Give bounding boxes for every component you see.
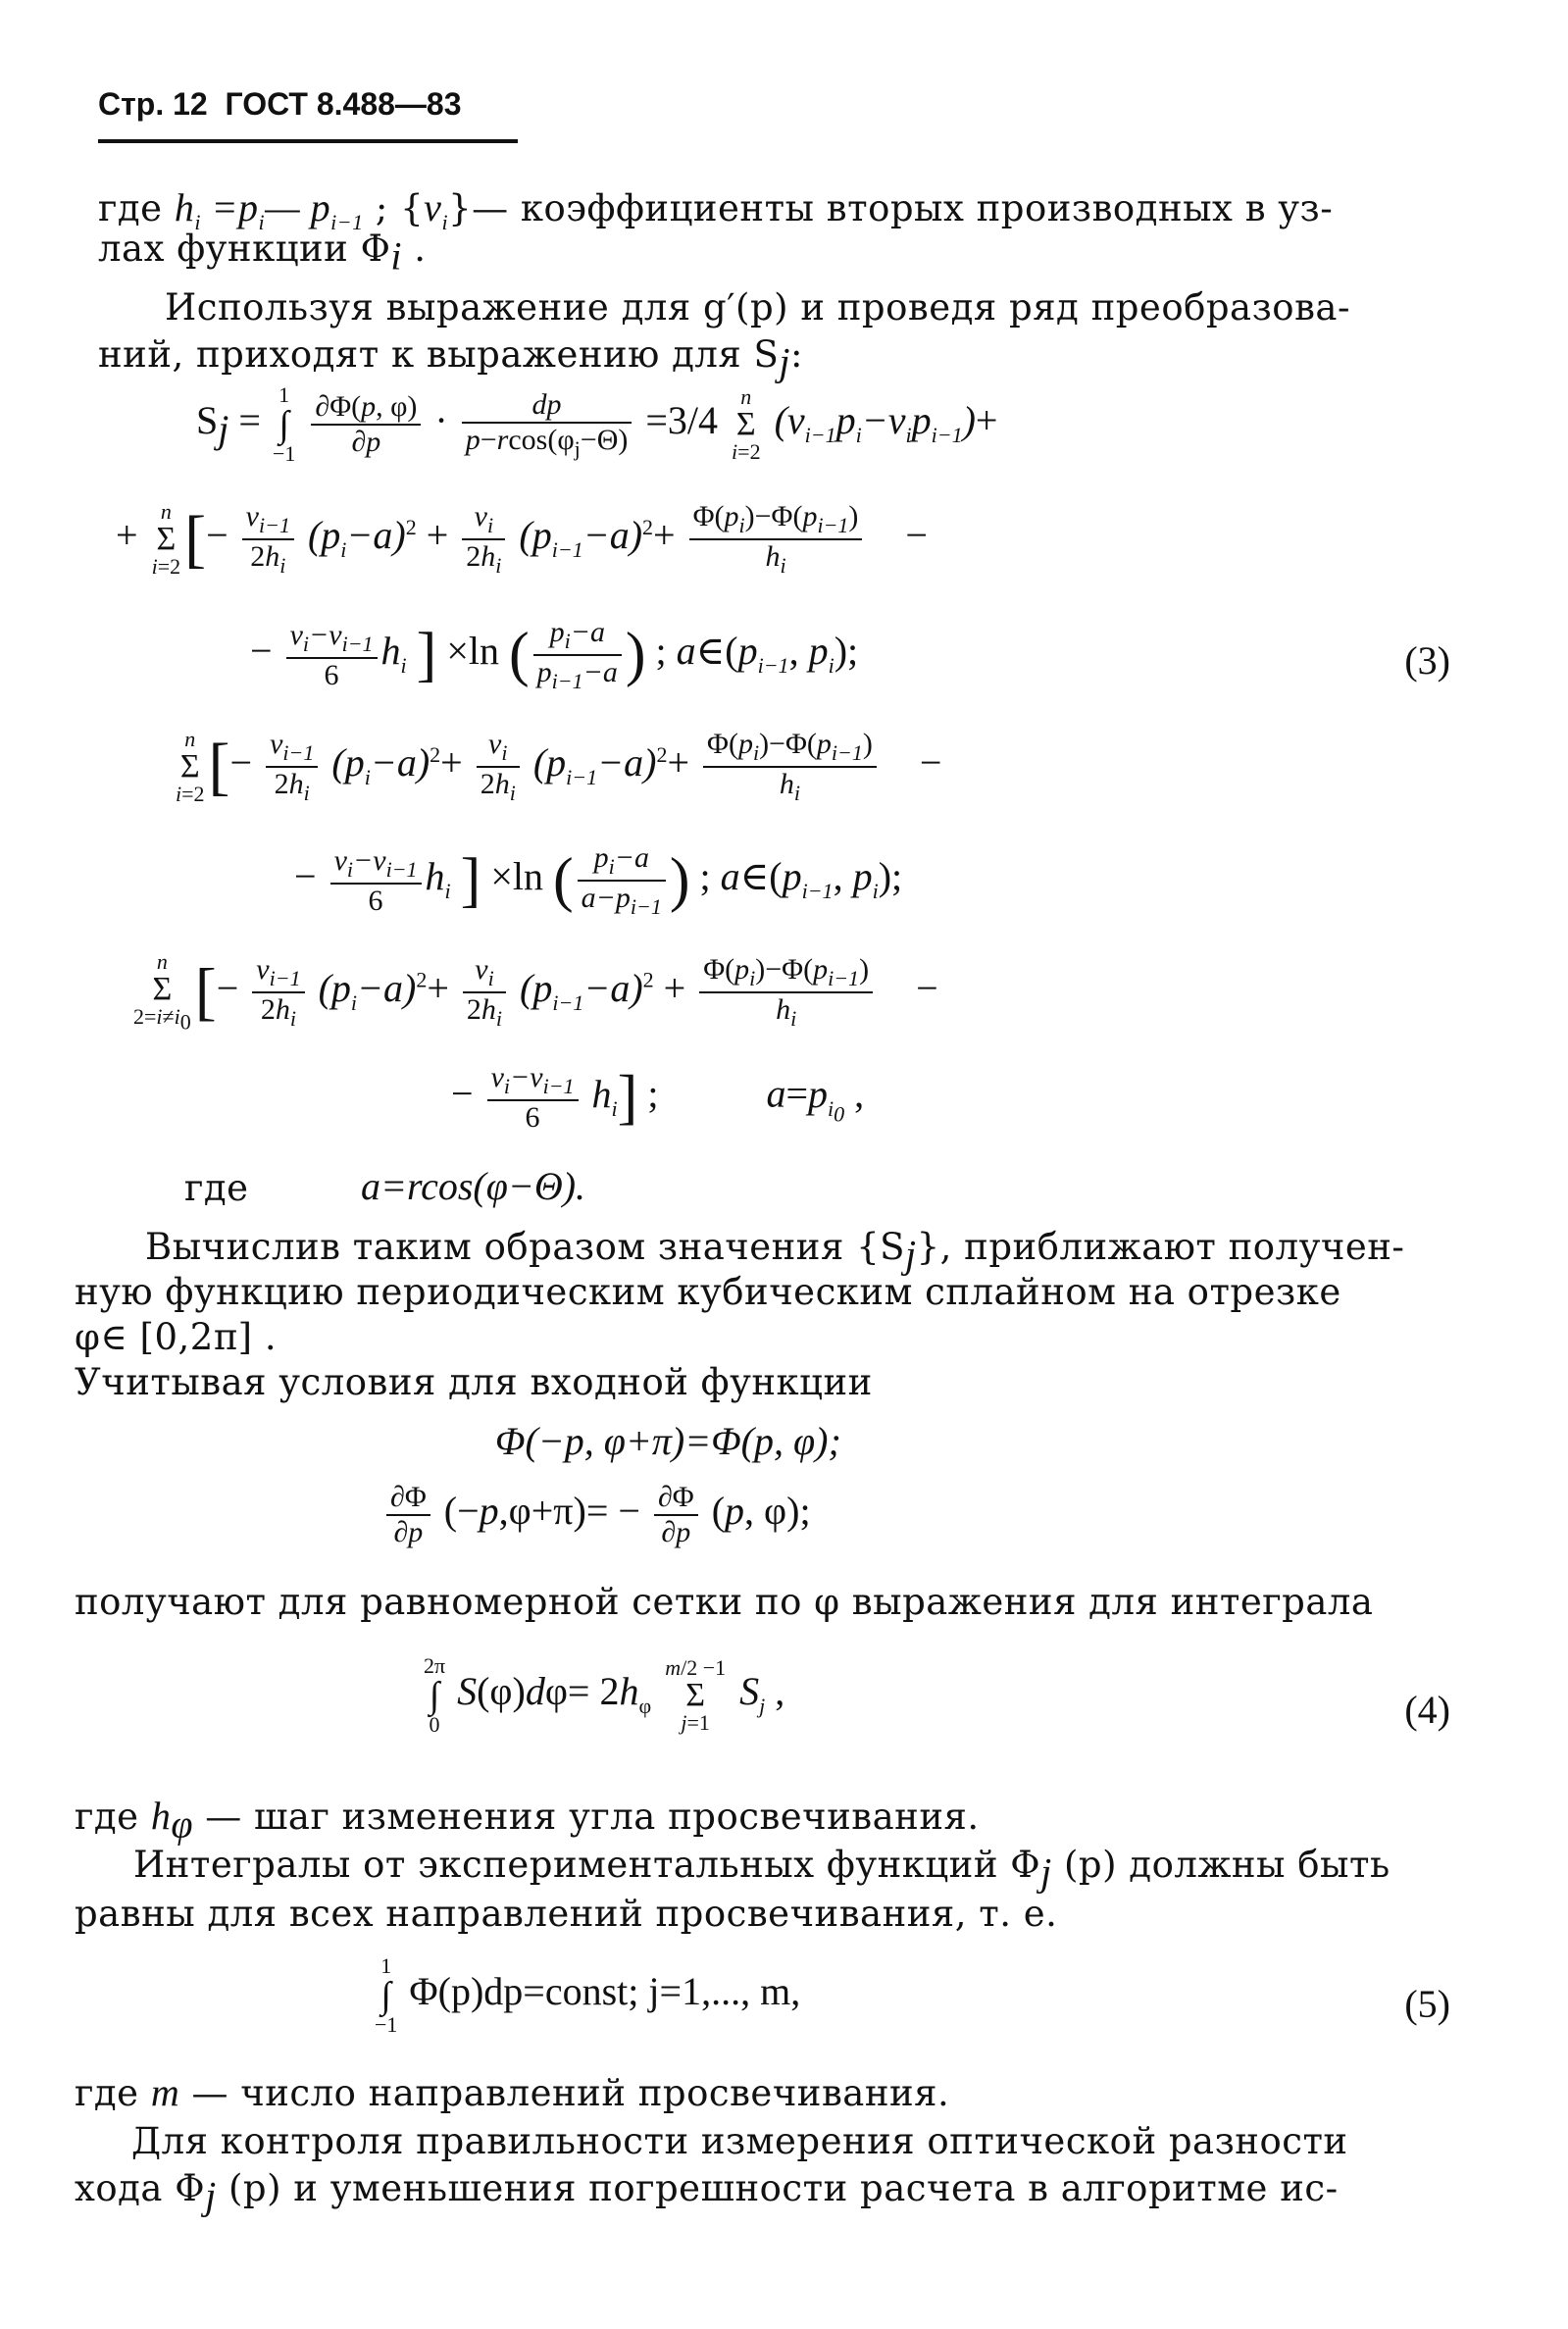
equation-number: (5) xyxy=(1404,1982,1450,2026)
header-rule xyxy=(98,139,518,143)
paragraph-line: φ∈ [0,2π] . xyxy=(75,1316,278,1358)
equation-line: − $\frac{v_i-v_{i-1}}{6}$ $h_i$ ] ×ln ( $\frac{p_i-a}{a-p_{i-1}}$ ) ; $a\in(p_{i-1}$, $p_i$); xyxy=(294,841,903,919)
equation-line: 1 ∫ −1 Φ(p)dp=const; j=1,..., m, xyxy=(375,1953,801,2037)
equation-number: (4) xyxy=(1404,1688,1450,1732)
equation-line: 2π ∫ 0 $S(\varphi)d\varphi= 2h_\varphi$ m/2 −1 Σ j=1 $S_j$ , xyxy=(424,1653,785,1737)
condition-2: $\frac{\partial\Phi}{\partial p}$ (−p,φ+π)= − $\frac{\partial\Phi}{\partial p}$ (p, φ); xyxy=(382,1481,811,1549)
paragraph-line: равны для всех направлений просвечивания, т. е. xyxy=(75,1893,1058,1935)
paragraph-line: Учитывая условия для входной функции xyxy=(75,1361,873,1403)
equation-line: − $\frac{v_i-v_{i-1}}{6}$ $h_i$] ; $a=p_{i_0}$ , xyxy=(451,1061,865,1134)
equation-line: − $\frac{v_i-v_{i-1}}{6}$ $h_i$ ] ×ln ( $\frac{p_i-a}{p_{i-1}-a}$ ) ; $a\in(p_{i-1}$, $p_i$); xyxy=(250,616,859,693)
paragraph-line: где $h_\varphi$ — шаг изменения угла просвечивания. xyxy=(75,1794,980,1847)
paragraph-line: Для контроля правильности измерения оптической разности xyxy=(131,2120,1348,2162)
paragraph-line: получают для равномерной сетки по φ выражения для интеграла xyxy=(75,1581,1374,1623)
equation-line: + n Σ i=2[− $\frac{v_{i-1}}{2h_i}$ $(p_i-a)^2$ + $\frac{v_i}{2h_i}$ $(p_{i-1}-a)^2+$ $\frac{\Phi(p_i)-\Phi(p_{i-1})}{h_i}$ − xyxy=(116,499,928,579)
equation-5-body: Φ(p)dp=const; j=1,..., m, xyxy=(409,1969,801,2014)
paragraph-line: ную функцию периодическим кубическим сплайном на отрезке xyxy=(75,1271,1341,1313)
condition-1: Φ(−p, φ+π)=Φ(p, φ); xyxy=(495,1419,841,1463)
equation-number: (3) xyxy=(1404,638,1450,683)
paragraph-line: Используя выражение для g′(p) и проведя ряд преобразова- xyxy=(165,286,1350,329)
paragraph-line: Интегралы от экспериментальных функций $\Phi_j$ (p) должны быть xyxy=(133,1844,1391,1895)
equation-line: $S_j = 1$ ∫ −1 $\frac{\partial\Phi(p, \varphi)}{\partial p}$ · $\frac{dp}{p-rcos(\varphi_j-\Theta)}$ =3/4 n Σ i=2 $(v_{i-1}p_i-v_ip_{i-1})+$ xyxy=(196,382,998,466)
paragraph-line: лах функции $\Phi_i$ . xyxy=(98,228,427,278)
paragraph-line: Вычислив таким образом значения $\{S_j\}$, приближают получен- xyxy=(145,1226,1405,1277)
paragraph-line: где $h_i$ $=p_i—$ $p_{i-1}$ ; $\{v_i\}—$ коэффициенты вторых производных в уз- xyxy=(98,185,1334,234)
where-label: где xyxy=(184,1167,249,1209)
equation-line: n Σ i=2[− $\frac{v_{i-1}}{2h_i}$ $(p_i-a)^2+$ $\frac{v_i}{2h_i}$ $(p_{i-1}-a)^2+$ $\frac{\Phi(p_i)-\Phi(p_{i-1})}{h_i}$ − xyxy=(176,727,942,806)
standard-code: ГОСТ 8.488—83 xyxy=(225,86,462,122)
page-header xyxy=(98,86,462,123)
where-expression: a=rcos(φ−Θ). xyxy=(361,1164,586,1208)
equation-line: n Σ $2=i\ne i_0[-$ $\frac{v_{i-1}}{2h_i}$ $(p_i-a)^2+$ $\frac{v_i}{2h_i}$ $(p_{i-1}-a)^2$ + $\frac{\Phi(p_i)-\Phi(p_{i-1})}{h_i}$ − xyxy=(133,949,938,1035)
paragraph-line: хода $\Phi_j$ (p) и уменьшения погрешности расчета в алгоритме ис- xyxy=(75,2167,1339,2218)
paragraph-line: где m — число направлений просвечивания. xyxy=(75,2070,950,2114)
paragraph-line: ний, приходят к выражению для $S_j$: xyxy=(98,333,803,384)
page-label: Стр. 12 xyxy=(98,86,208,122)
